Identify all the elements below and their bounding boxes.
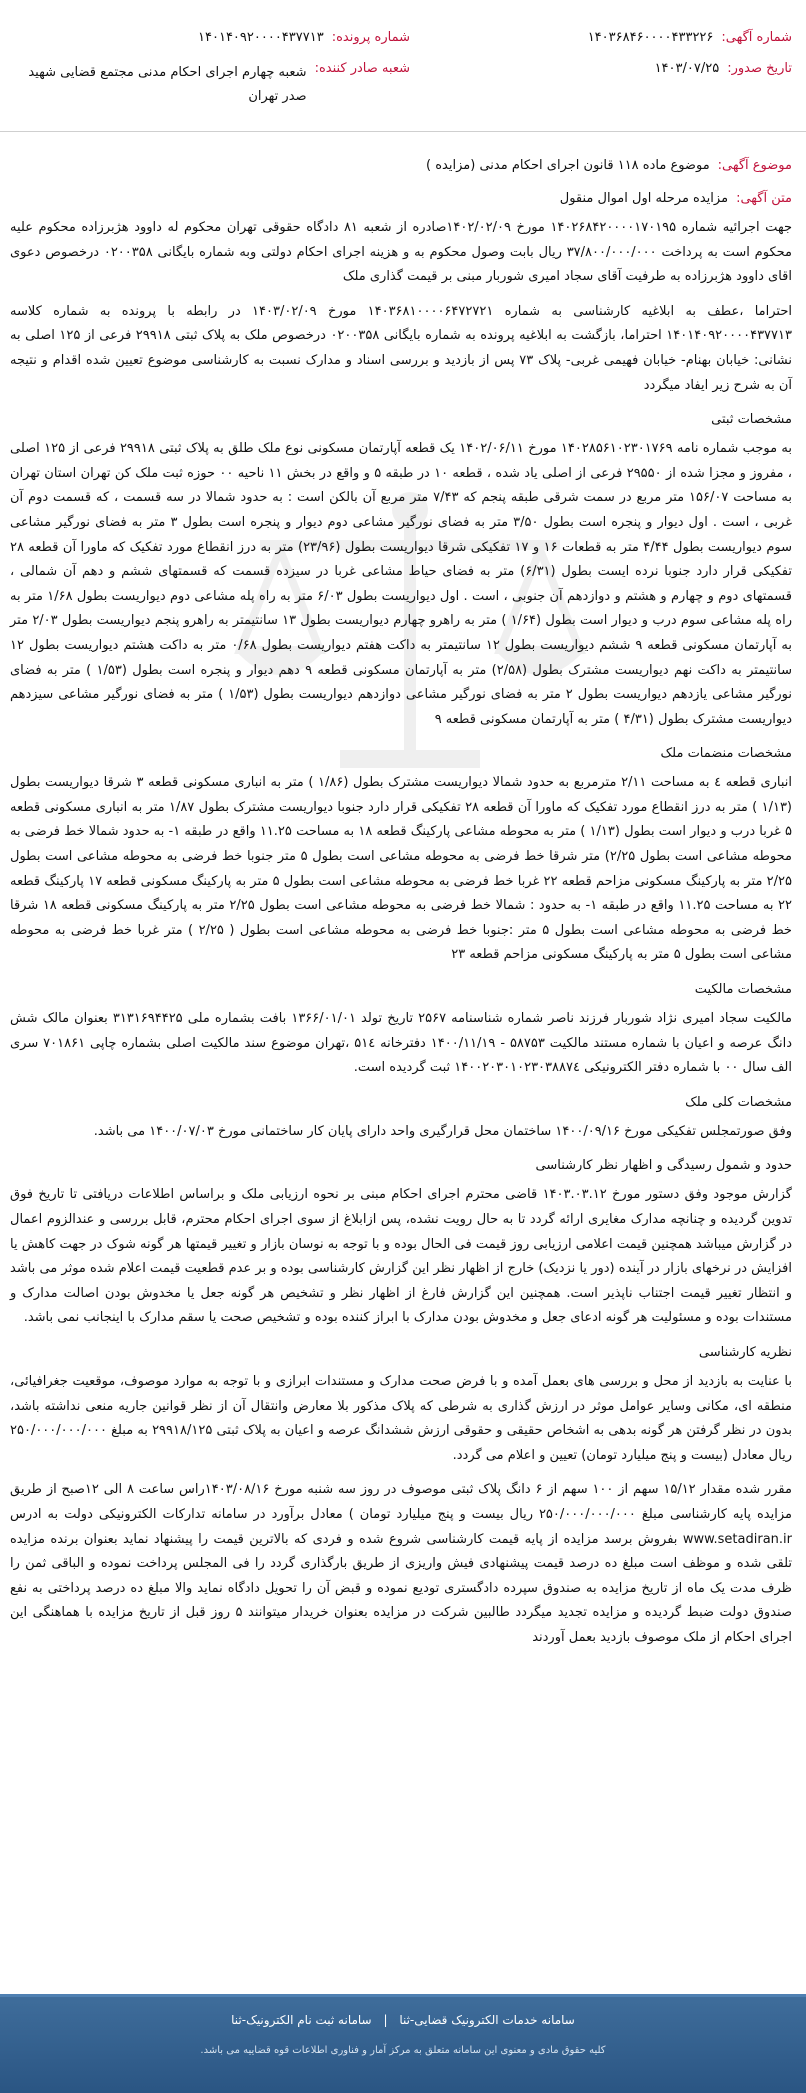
expert-reference-paragraph: احتراما ،عطف به ابلاغیه کارشناسی به شماره ۱۴۰۳۶۸۱۰۰۰۰۶۴۷۲۷۲۱ مورخ ۱۴۰۳/۰۲/۰۹ در رابطه با پرونده به شماره کلاسه ۱۴۰۱۴۰۹۲۰۰۰۰۴۳۷۷۱۳ احتراما، بازگشت به ابلاغیه پرونده به شماره بایگانی ۰۲۰۰۳۵۸ درخصوص ملک به پلاک ثبتی ۲۹۹۱۸ فرعی از ۱۲۵ اصلی به نشانی: خیابان بهنام- خیابان فهیمی غربی- پلاک ۷۳ پس از بازدید و بررسی اسناد و مدارک نسبت به کارشناسی موضوع تعیین شده اقدام و نتیجه آن به شرح زیر ایفاد میگردد bbox=[10, 303, 792, 393]
header-right-column bbox=[422, 30, 792, 92]
ownership-section-title: مشخصات مالکیت bbox=[694, 982, 792, 998]
appurtenances-paragraph: انباری قطعه ٤ به مساحت ۲/۱۱ مترمربع به حدود شمالا دیواریست مشترک بطول (۱/۸۶ ) متر به انباری مسکونی قطعه ۳ شرقا دیواریست بطول (۱/۱۳ ) متر به درز انقطاع مورد تفکیک که ماورا آن قطعه ۲۸ تفکیکی قرار دارد جنوبا دیواریست مشترک بطول ۱/۸۷ متر به انباری مسکونی قطعه ۵ غربا درب و دیوار است بطول (۱/۱۳ ) متر به محوطه مشاعی پارکینگ قطعه ۱۸ به مساحت ۱۱.۲۵ واقع در طبقه ۱- به حدود شمالا خط فرضی به محوطه مشاعی است بطول ۲/۲۵) متر شرقا خط فرضی به محوطه مشاعی است بطول ۵ متر جنوبا خط فرضی به محوطه مشاعی است بطول ۲/۲۵ متر به پارکینگ مسکونی مزاحم قطعه ۲۲ غربا خط فرضی به محوطه مشاعی است بطول ۵ متر به پارکینگ مسکونی قطعه ۱۷ پارکینگ قطعه ۲۲ به مساحت ۱۱.۲۵ واقع در طبقه ۱- به حدود : شمالا خط فرضی به محوطه مشاعی است بطول ۲/۲۵ متر به پارکینگ مسکونی قطعه ۱۸ شرقا خط فرضی به محوطه مشاعی است بطول ۵ متر :جنوبا خط فرضی به محوطه مشاعی است بطول ( ۲/۲۵ ) متر غربا خط فرضی به محوطه مشاعی است بطول ۵ متر به پارکینگ مسکونی مزاحم قطعه ۲۳ bbox=[10, 775, 793, 963]
case-number-value: ۱۴۰۱۴۰۹۲۰۰۰۰۴۳۷۷۱۳ bbox=[198, 30, 324, 45]
scope-paragraph: گزارش موجود وفق دستور مورخ ۱۴۰۳.۰۳.۱۲ قاضی محترم اجرای احکام مبنی بر نحوه ارزیابی ملک و براساس اطلاعات دریافتی تا تاریخ فوق تدوین گردیده و چنانچه مدارک مغایری ارائه گردد تا به حال رویت نشده، پس ازابلاغ از سوی اجرای احکام محترم، قابل بررسی و عندالزوم اعمال در گزارش میباشد همچنین قیمت اعلامی ارزیابی روز قیمت فی الحال بوده و با توجه به نوسان بازار و تغییر قیمتها هر گونه شوک در جهت کاهش یا افزایش در نرخهای بازار در آینده (دور یا نزدیک) خارج از اظهار نظر این گزارش کارشناسی بوده و بر عدم قطعیت قیمت اعلام شده موثر می باشد و انتظار تغییر قیمت اجتناب ناپذیر است. همچنین این گزارش فارغ از اظهار نظر و تشخیص هر گونه جعل یا مخدوش بودن اصالت مدارک و مستندات بوده و مسئولیت هر گونه ادعای جعل و مخدوش بودن مدارک با ابراز کننده بوده و تشخیص صحت یا سقم مدارک با اینجانب نمی باشد. bbox=[10, 1187, 792, 1326]
opinion-paragraph: با عنایت به بازدید از محل و بررسی های بعمل آمده و با فرض صحت مدارک و مستندات ابرازی و با توجه به موارد موصوف، موقعیت جغرافیائی، منطقه ای، مکانی وسایر عوامل موثر در ارزش گذاری به شرطی که پلاک مذکور بلا معارض وانتقال آن از نظر قوانین جاریه منعی نداشته باشد، بدون در نظر گرفتن هر گونه بدهی به اشخاص حقیقی و حقوقی ارزش ششدانگ عرصه و اعیان به پلاک ثبتی ۲۹۹۱۸/۱۲۵ به مبلغ ۲۵۰/۰۰۰/۰۰۰/۰۰۰ ریال معادل (بیست و پنج میلیارد تومان) تعیین و اعلام می گردد. bbox=[10, 1373, 792, 1463]
ad-number-row bbox=[422, 30, 792, 45]
general-paragraph: وفق صورتمجلس تفکیکی مورخ ۱۴۰۰/۰۹/۱۶ ساختمان محل قرارگیری واحد دارای پایان کار ساختمانی مورخ ۱۴۰۰/۰۷/۰۳ می باشد. bbox=[93, 1123, 792, 1139]
footer-link-sana-registration[interactable]: سامانه ثبت نام الکترونیک-ثنا bbox=[231, 2013, 372, 2027]
registration-section-title: مشخصات ثبتی bbox=[711, 412, 792, 428]
footer-separator: | bbox=[383, 2013, 388, 2027]
footer-copyright: کلیه حقوق مادی و معنوی این سامانه متعلق به مرکز آمار و فناوری اطلاعات قوه قضاییه می باشد. bbox=[200, 2045, 606, 2056]
execution-paragraph: جهت اجرائیه شماره ۱۴۰۲۶۸۴۲۰۰۰۰۱۷۰۱۹۵ مورخ ۱۴۰۲/۰۲/۰۹صادره از شعبه ۸۱ دادگاه حقوقی تهران محکوم له داوود هژبرزاده محکوم علیه محکوم است به پرداخت ۳۷/۸۰۰/۰۰۰/۰۰۰ ریال بابت وصول محکوم به و هزینه اجرای احکام دولتی وبه شماره بایگانی ۰۲۰۰۳۵۸ درخصوص دعوی اقای داوود هژبرزاده به طرفیت آقای سجاد امیری شوربار مبنی بر قیمت گذاری ملک bbox=[10, 220, 792, 285]
appurtenances-section-title: مشخصات منضمات ملک bbox=[660, 746, 792, 762]
issue-date-value: ۱۴۰۳/۰۷/۲۵ bbox=[654, 61, 720, 76]
text-label: متن آگهی: bbox=[736, 191, 792, 206]
auction-paragraph: مقرر شده مقدار ۱۵/۱۲ سهم از ۱۰۰ سهم از ۶ دانگ پلاک ثبتی موصوف در روز سه شنبه مورخ ۱۴۰۳/۰۸/۱۶راس ساعت ۸ الی ۱۲صبح از طریق مزایده پایه کارشناسی مبلغ ۲۵۰/۰۰۰/۰۰۰/۰۰۰ ریال بیست و پنج میلیارد تومان ) معادل برآورد در سامانه تدارکات الکترونیکی دولت به ادرس www.setadiran.ir بفروش برسد مزایده از پایه قیمت کارشناسی شروع شده و فردی که بالاترین قیمت را پیشنهاد نماید بعنوان برنده مزایده تلقی شده و موظف است مبلغ ده درصد قیمت پیشنهادی فیش واریزی از طریق بارگذاری گردد را فی المجلس پرداخت نموده و الباقی ثمن را ظرف مدت یک ماه از تاریخ مزایده به صندوق سپرده دادگستری تودیع نموده و قبض آن را تحویل دادگاه نماید والا مبلغ ده درصد پرداختی به نفع صندوق دولت ضبط گردیده و مزایده تجدید میگردد طالبین شرکت در مزایده بعنوان خریدار میتوانند ۵ روز قبل از تاریخ مزایده با هماهنگی این اجرای احکام از ملک موصوف بازدید بعمل آوردند bbox=[10, 1482, 792, 1645]
subject-label: موضوع آگهی: bbox=[717, 158, 792, 173]
footer-links bbox=[0, 2013, 806, 2027]
opinion-section-title: نظریه کارشناسی bbox=[698, 1344, 792, 1360]
announcement-header bbox=[0, 0, 806, 132]
subject-row bbox=[10, 158, 792, 173]
issuing-branch-label: شعبه صادر کننده: bbox=[314, 61, 410, 76]
ad-number-label: شماره آگهی: bbox=[721, 30, 792, 45]
text-title-row bbox=[10, 191, 792, 206]
general-section-title: مشخصات کلی ملک bbox=[685, 1094, 792, 1110]
case-number-label: شماره پرونده: bbox=[331, 30, 410, 45]
ad-number-value: ۱۴۰۳۶۸۴۶۰۰۰۰۴۳۳۲۲۶ bbox=[587, 30, 714, 45]
scope-section-title: حدود و شمول رسیدگی و اظهار نظر کارشناسی bbox=[535, 1158, 792, 1174]
footer-link-sana-services[interactable]: سامانه خدمات الکترونیک قضایی-ثنا bbox=[399, 2013, 575, 2027]
case-number-row bbox=[10, 30, 410, 45]
issue-date-row bbox=[422, 61, 792, 76]
registration-paragraph: به موجب شماره نامه ۱۴۰۲۸۵۶۱۰۲۳۰۱۷۶۹ مورخ ۱۴۰۲/۰۶/۱۱ یک قطعه آپارتمان مسکونی نوع ملک طلق به پلاک ثبتی ۲۹۹۱۸ فرعی از ۱۲۵ اصلی ، مفروز و مجزا شده از ۲۹۵۵۰ فرعی از اصلی یاد شده ، قطعه ۱۰ در طبقه ۵ و واقع در بخش ۱۱ ناحیه ۰۰ حوزه ثبت ملک کن تهران استان تهران به مساحت ۱۵۶/۰۷ متر مربع در سمت شرقی طبقه پنجم که ۷/۴۳ متر مربع آن بالکن است : به حدود شمالا در سه قسمت ، که قسمت دوم آن غربی ، است . اول دیوار و پنجره است بطول ۳/۵۰ متر به فضای نورگیر مشاعی دوم دیوار و پنجره است بطول ۳ متر به فضای نورگیر مشاعی سوم دیواریست بطول ۴/۴۴ متر به قطعات ۱۶ و ۱۷ تفکیکی شرقا دیواریست بطول (۲۳/۹۶) متر به درز انقطاع مورد تفکیک که ماورا آن قطعه ۲۸ تفکیکی قرار دارد جنوبا نرده ایست بطول (۶/۳۱) متر به فضای حیاط مشاعی غربا در سیزده قسمت که قسمتهای ششم و دهم آن شمالی ، قسمتهای دوم و چهارم و هشتم و دوازدهم آن جنوبی ، است . اول دیواریست بطول ۶/۰۳ متر به راه پله مشاعی دوم دیواریست بطول ۱/۶۸ متر به راه پله مشاعی سوم درب و دیوار است بطول (۱/۶۴ ) متر به راهرو چهارم دیواریست بطول ۱۳ سانتیمتر به راهرو پنجم دیواریست بطول ۲/۰۳ متر به آپارتمان مسکونی قطعه ۹ ششم دیواریست بطول ۱۲ سانتیمتر به داکت هفتم دیواریست بطول ۰/۶۸ متر به داکت هشتم دیواریست بطول ۱۲ سانتیمتر به داکت نهم دیواریست مشترک بطول (۲/۵۸) متر به آپارتمان مسکونی قطعه ۹ دهم دیوار و پنجره است بطول (۱/۵۳ ) متر به فضای نورگیر مشاعی یازدهم دیواریست بطول ۲ متر به فضای نورگیر مشاعی دوازدهم دیواریست بطول (۱/۵۳ ) متر به فضای نورگیر مشاعی سیزدهم دیواریست مشترک بطول (۴/۳۱ ) متر به آپارتمان مسکونی قطعه ۹ bbox=[10, 441, 793, 727]
issue-date-label: تاریخ صدور: bbox=[727, 61, 792, 76]
text-title: مزایده مرحله اول اموال منقول bbox=[559, 191, 729, 206]
site-footer bbox=[0, 1994, 806, 2093]
issuing-branch-value: شعبه چهارم اجرای احکام مدنی مجتمع قضایی شهید صدر تهران bbox=[28, 65, 307, 105]
header-left-column bbox=[10, 30, 410, 125]
subject-value: موضوع ماده ۱۱۸ قانون اجرای احکام مدنی (مزایده ) bbox=[426, 158, 710, 173]
issuing-branch-row bbox=[10, 61, 410, 109]
ownership-paragraph: مالکیت سجاد امیری نژاد شوربار فرزند ناصر شماره شناسنامه ۲۵۶۷ تاریخ تولد ۱۳۶۶/۰۱/۰۱ بافت بشماره ملی ۳۱۳۱۶۹۴۴۲۵ بعنوان مالک شش دانگ عرصه و اعیان با شماره مستند مالکیت ۵۸۷۵۳ - ۱۴۰۰/۱۱/۱۹ دفترخانه ۵۱٤ ،تهران موضوع سند مالکیت اصلی بشماره چاپی ۷۰۱۸۶۱ سری الف سال ۰۰ با شماره دفتر الکترونیکی ۱۴۰۰۲۰۳۰۱۰۲۳۰۳۸۸۷٤ ثبت گردیده است. bbox=[10, 1011, 792, 1076]
announcement-body bbox=[0, 132, 806, 1997]
